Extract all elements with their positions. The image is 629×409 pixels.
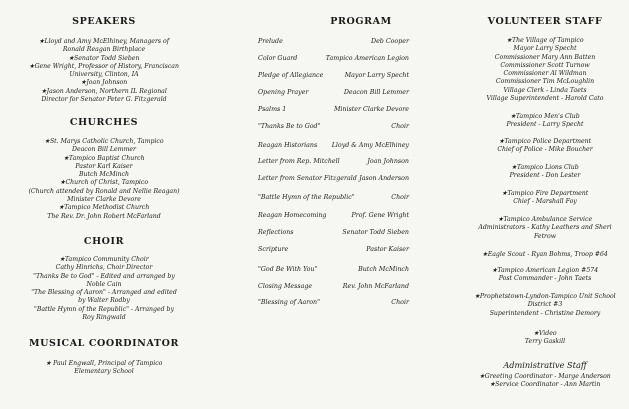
list-item: ★Tampico Fire Department [501, 190, 589, 197]
list-item: Roy Ringwald [82, 314, 126, 322]
program-performer: Minister Clarke Devore [333, 106, 409, 113]
choir-list [4, 256, 204, 322]
program-performer: Choir [391, 299, 409, 306]
churches-list [4, 138, 204, 221]
program-performer: Jason Anderson [359, 175, 409, 182]
volunteer-group [462, 267, 628, 284]
list-item: Director for Senator Peter G. Fitzgerald [41, 96, 167, 104]
list-item: ★Jason Anderson, Northern IL Regional [41, 87, 167, 95]
list-item: Chief of Police - Mike Boucher [497, 146, 593, 154]
program-part: "Thanks Be to God" [258, 123, 321, 130]
list-item: Noble Cain [86, 280, 122, 288]
program-part: Letter from Rep. Mitchell [258, 158, 340, 165]
list-item: "The Blessing of Aaron" - Arranged and edited [31, 289, 177, 297]
list-item: ★The Village of Tampico [506, 37, 584, 44]
list-item: ★Gene Wright, Professor of History, Franciscan [29, 62, 179, 70]
list-item: District #3 [527, 301, 563, 309]
program-heading: PROGRAM [330, 16, 392, 27]
administrative-staff-heading: Administrative Staff [503, 360, 587, 370]
list-item: Elementary School [74, 368, 134, 376]
list-item: President - Don Lester [509, 172, 581, 180]
volunteer-heading: VOLUNTEER STAFF [487, 16, 603, 27]
list-item: "Thanks Be to God" - Edited and arranged by [33, 272, 175, 280]
program-part: Reflections [258, 229, 294, 236]
speakers-heading: SPEAKERS [72, 16, 136, 27]
volunteer-group [462, 138, 628, 155]
volunteer-group [462, 251, 628, 259]
list-item: ★Tampico Community Choir [59, 256, 149, 263]
list-item: Fetrow [533, 232, 557, 240]
volunteer-group [462, 113, 628, 130]
list-item: ★Service Coordinator - Ann Martin [489, 381, 601, 389]
churches-heading: CHURCHES [69, 117, 139, 128]
program-part: Scripture [258, 246, 289, 253]
program-performer: Deb Cooper [371, 38, 409, 45]
list-item: ★Eagle Scout - Ryan Bohms, Troop #64 [482, 251, 608, 258]
volunteer-group [462, 216, 628, 241]
list-item: Minister Clarke Devore [67, 196, 141, 204]
list-item: Commissioner Al Wildman [503, 70, 587, 78]
program-part: "Battle Hymn of the Republic" [258, 194, 355, 201]
program-performer: Senator Todd Sieben [342, 229, 409, 236]
list-item: University, Clinton, IA [69, 71, 139, 79]
program-performer: Pastor Kaiser [366, 246, 409, 253]
musical-coordinator-list [4, 360, 204, 377]
list-item: Commissioner Mary Ann Batten [494, 53, 596, 61]
list-item: ★Church of Christ, Tampico [59, 179, 149, 187]
list-item: ★Video [533, 330, 557, 337]
volunteer-group [462, 330, 628, 347]
list-item: Superintendent - Christine Demory [489, 309, 601, 317]
list-item: ★Tampico Methodist Church [58, 204, 150, 212]
list-item: Pastor Karl Kaiser [75, 162, 133, 170]
volunteer-group [462, 164, 628, 181]
list-item: Cathy Hinrichs, Choir Director [55, 264, 153, 272]
list-item: Commissioner Scott Turnow [500, 61, 590, 69]
program-part: "God Be With You" [258, 266, 318, 273]
list-item: Butch McMinch [79, 171, 129, 179]
program-performer: Prof. Gene Wright [351, 212, 409, 219]
program-part: Reagan Historians [258, 142, 318, 149]
list-item: ★Senator Todd Sieben [68, 54, 140, 62]
list-item: ★Greeting Coordinator - Marge Anderson [479, 373, 611, 380]
program-performer: Choir [391, 194, 409, 201]
program-part: Pledge of Allegiance [258, 72, 324, 79]
program-part: Color Guard [258, 55, 298, 62]
list-item: Village Superintendent - Harold Cato [486, 95, 604, 103]
list-item: ★Tampico Police Department [498, 138, 592, 145]
administrative-staff-list [462, 373, 628, 390]
list-item: Deacon Bill Lemmer [71, 146, 137, 154]
volunteer-group [462, 293, 628, 318]
program-part: "Blessing of Aaron" [258, 299, 321, 306]
list-item: ★ Paul Engwall, Principal of Tampico [45, 360, 163, 367]
volunteer-group [462, 190, 628, 207]
list-item: Mayor Larry Specht [513, 45, 577, 53]
list-item: Post Commander - John Taets [498, 275, 592, 283]
speakers-list [4, 38, 204, 104]
list-item: ★Tampico Baptist Church [63, 154, 145, 162]
list-item: Ronald Reagan Birthplace [62, 46, 146, 54]
musical-coordinator-heading: MUSICAL COORDINATOR [29, 338, 179, 349]
program-part: Prelude [258, 38, 283, 45]
program-performer: Mayor Larry Specht [344, 72, 409, 79]
program-part: Opening Prayer [258, 89, 309, 96]
program-performer: Choir [391, 123, 409, 130]
program-performer: Tampico American Legion [325, 55, 409, 62]
list-item: "Battle Hymn of the Republic" - Arranged by [33, 305, 175, 313]
list-item: ★Tampico Ambulance Service [497, 216, 593, 223]
program-column [258, 0, 464, 409]
list-item: Chief - Marshall Foy [513, 198, 577, 206]
list-item: Administrators - Kathy Leathers and Sheri [478, 224, 612, 232]
volunteer-group [462, 37, 628, 103]
list-item: ★Tampico Men's Club [510, 113, 580, 120]
list-item: ★Prophetstown-Lyndon-Tampico Unit School [474, 293, 616, 300]
list-item: ★Tampico American Legion #574 [491, 267, 599, 274]
program-performer: Rev. John McFarland [342, 283, 409, 290]
program-performer: Joan Johnson [367, 158, 409, 165]
program-performer: Butch McMinch [358, 266, 409, 273]
list-item: The Rev. Dr. John Robert McFarland [47, 212, 161, 220]
list-item: ★Tampico Lions Club [511, 164, 579, 171]
program-performer: Deacon Bill Lemmer [343, 89, 409, 96]
program-performer: Lloyd & Amy McElhiney [331, 142, 409, 149]
list-item: Terry Gaskill [524, 338, 566, 346]
choir-heading: CHOIR [83, 236, 125, 247]
list-item: Village Clerk - Linda Taets [503, 86, 587, 94]
program-part: Letter from Senator Fitzgerald [258, 175, 357, 182]
list-item: ★Lloyd and Amy McElhiney, Managers of [38, 38, 170, 45]
list-item: by Walter Rodby [78, 297, 130, 305]
program-part: Psalms 1 [258, 106, 287, 113]
list-item: President - Larry Specht [506, 121, 584, 129]
program-part: Closing Message [258, 283, 313, 290]
list-item: (Church attended by Ronald and Nellie Reagan) [28, 187, 180, 195]
list-item: ★St. Marys Catholic Church, Tampico [44, 138, 164, 145]
program-part: Reagan Homecoming [258, 212, 327, 219]
list-item: ★Joan Johnson [80, 79, 128, 87]
list-item: Commissioner Tim McLoughlin [495, 78, 595, 86]
